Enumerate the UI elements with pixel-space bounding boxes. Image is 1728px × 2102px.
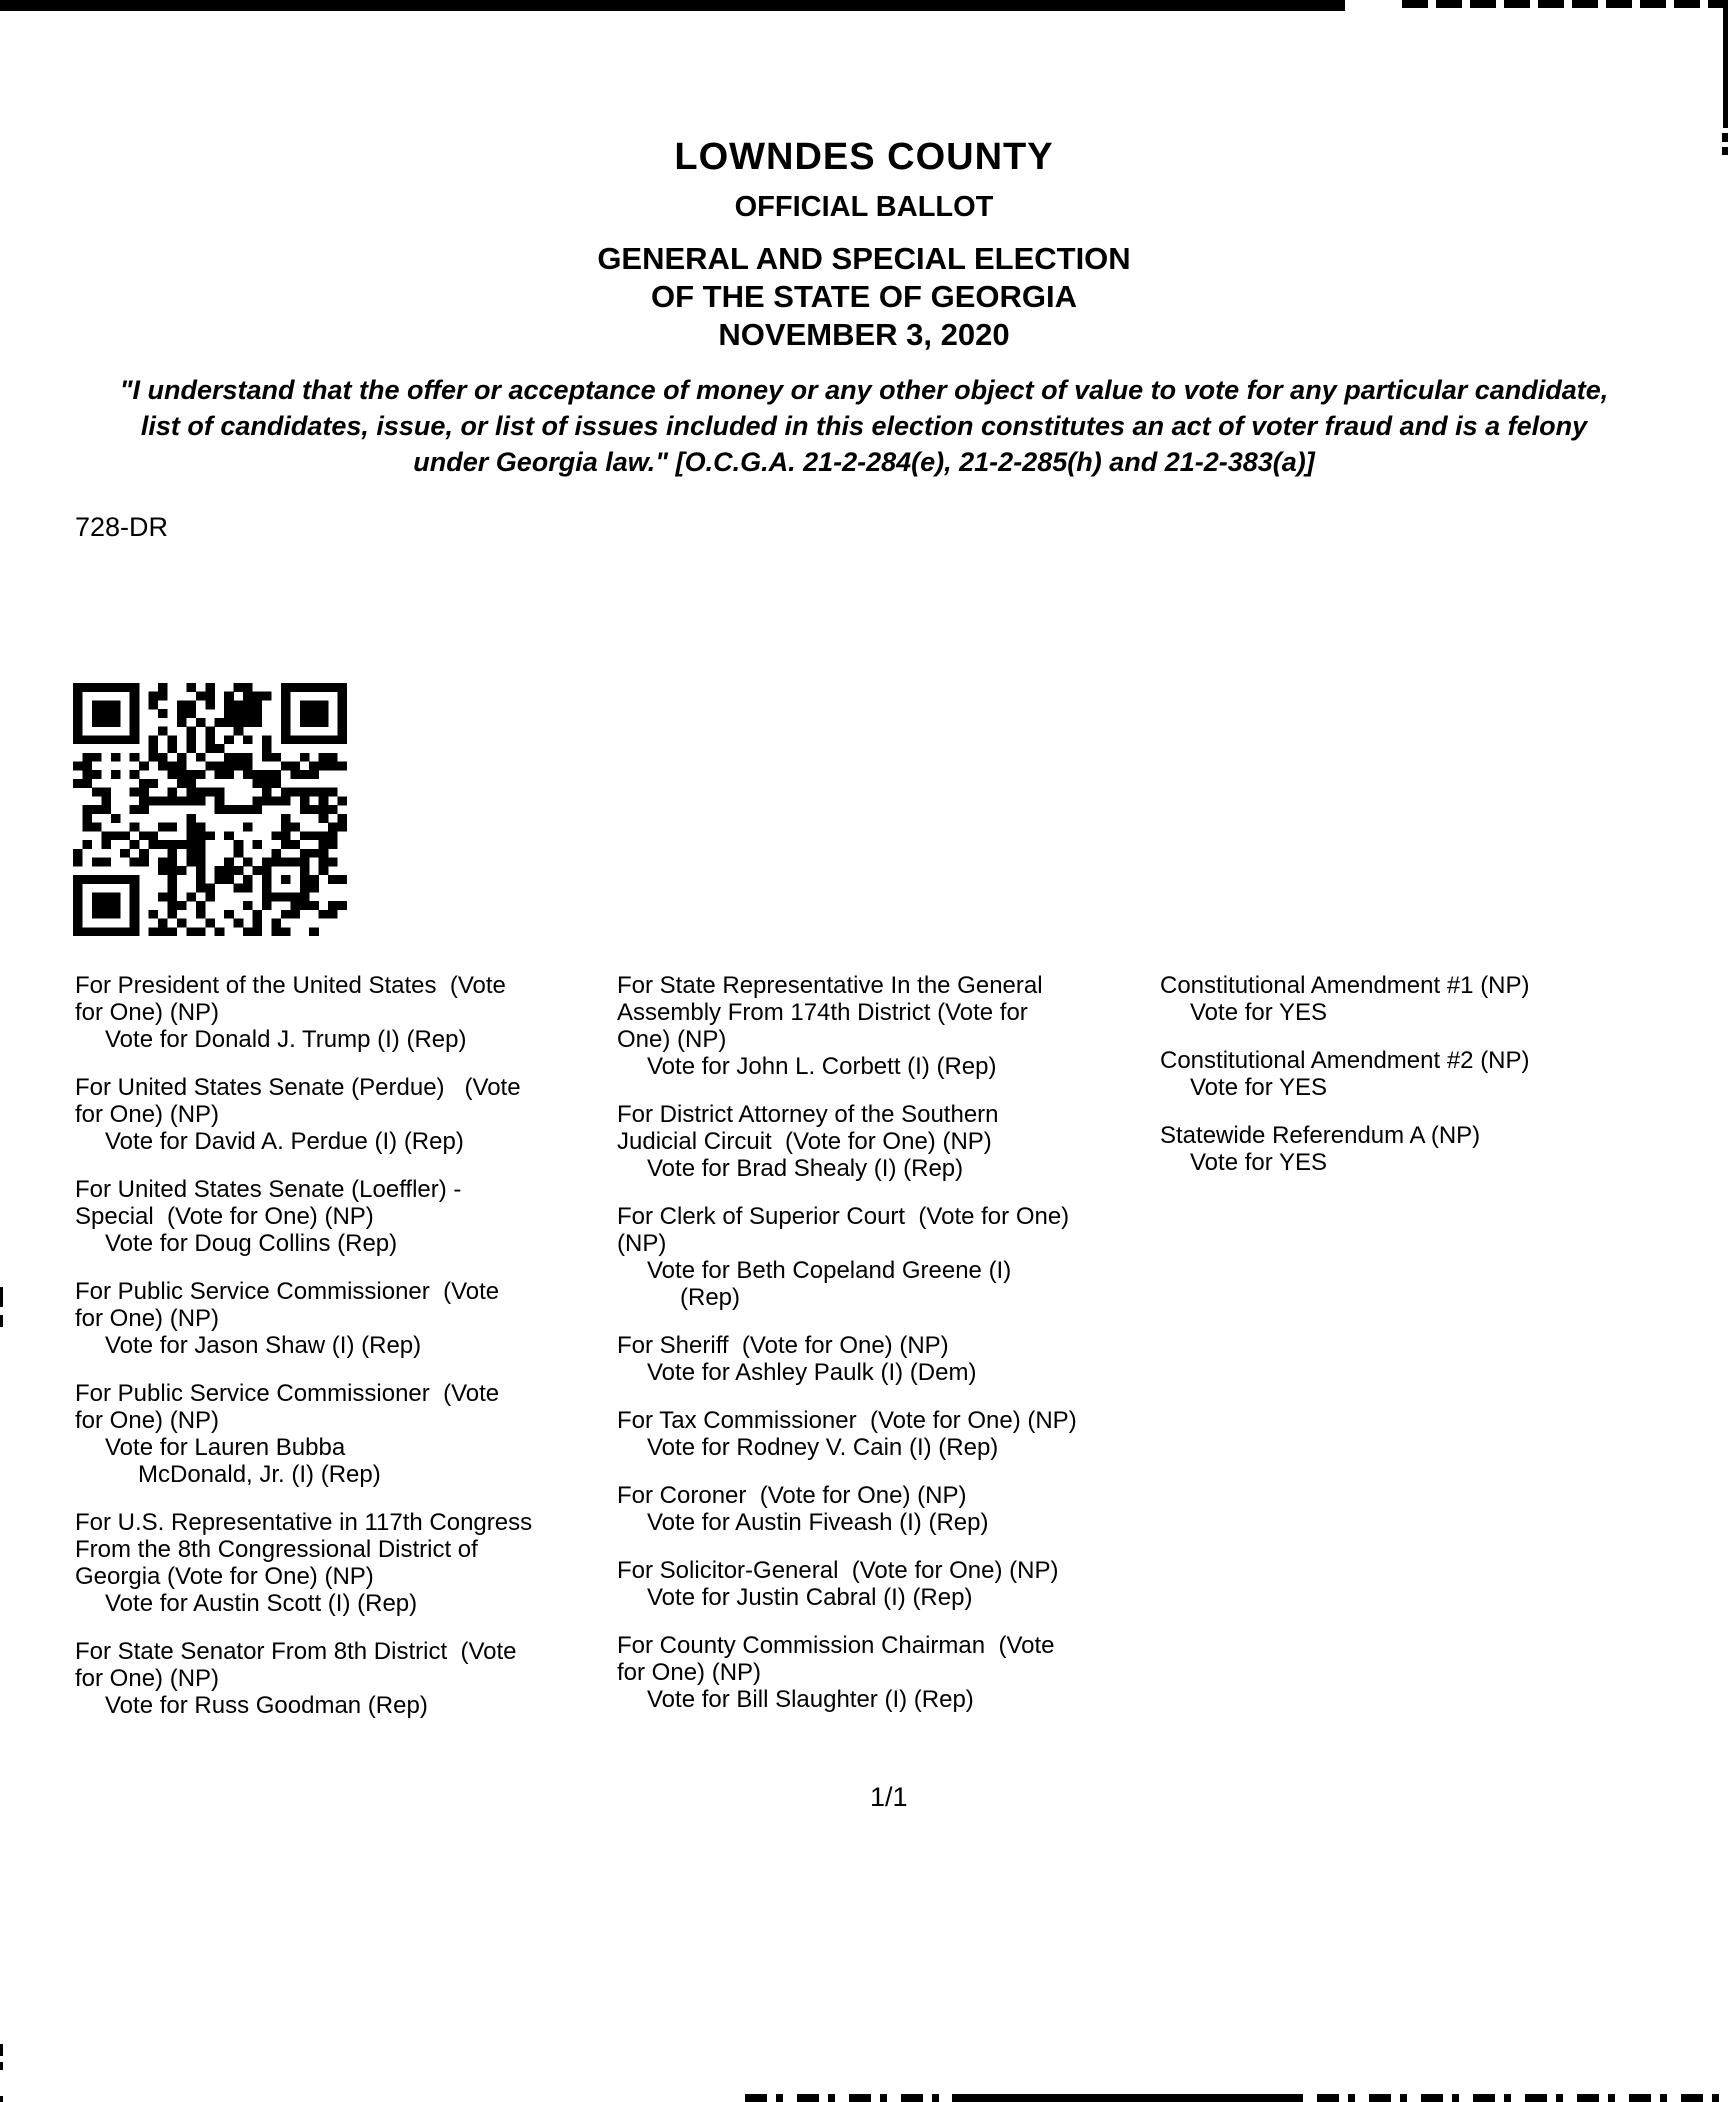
- ballot-column-1: [75, 972, 605, 1740]
- qr-code-icon: [73, 683, 347, 936]
- scan-artifact-left-tick: [0, 1287, 3, 1307]
- office-title-line: For County Commission Chairman (Vote: [617, 1632, 1055, 1659]
- ballot-style-code: 728-DR: [75, 512, 169, 542]
- vote-selection-line: Vote for Austin Scott (I) (Rep): [105, 1590, 418, 1617]
- disclaimer-line: under Georgia law." [O.C.G.A. 21-2-284(e), 21-2-285(h) and 21-2-383(a)]: [413, 447, 1315, 477]
- office-title-line: Judicial Circuit (Vote for One) (NP): [617, 1128, 992, 1155]
- voter-fraud-disclaimer: [0, 372, 1728, 480]
- vote-selection-line: Vote for Doug Collins (Rep): [105, 1230, 398, 1257]
- ballot-column-2: [617, 972, 1122, 1734]
- office-title-line: For Public Service Commissioner (Vote: [75, 1380, 500, 1407]
- contest: [75, 1638, 605, 1719]
- office-title-line: From the 8th Congressional District of: [75, 1536, 478, 1563]
- office-title-line: Georgia (Vote for One) (NP): [75, 1563, 374, 1590]
- office-title-line: For Tax Commissioner (Vote for One) (NP): [617, 1407, 1077, 1434]
- contest: [1160, 1122, 1630, 1176]
- contest: [75, 1509, 605, 1617]
- scan-artifact-top-dashes: [1402, 0, 1728, 8]
- scan-artifact-left-tick: [0, 2044, 3, 2056]
- contest: [617, 1632, 1122, 1713]
- vote-selection-line: Vote for Bill Slaughter (I) (Rep): [647, 1686, 974, 1713]
- office-title-line: Special (Vote for One) (NP): [75, 1203, 374, 1230]
- election-date: NOVEMBER 3, 2020: [718, 317, 1010, 352]
- vote-selection-line: Vote for YES: [1190, 999, 1327, 1026]
- scan-artifact-left-tick: [0, 1315, 3, 1327]
- disclaimer-line: list of candidates, issue, or list of issues included in this election constitutes an act of voter fraud and is a felony: [140, 411, 1588, 441]
- contest: [617, 1557, 1122, 1611]
- disclaimer-line: "I understand that the offer or acceptance of money or any other object of value to vote for any particular candidate,: [119, 375, 1609, 405]
- contest: [617, 1407, 1122, 1461]
- office-title-line: Constitutional Amendment #1 (NP): [1160, 972, 1530, 999]
- contest: [617, 1332, 1122, 1386]
- office-title-line: For Clerk of Superior Court (Vote for One): [617, 1203, 1070, 1230]
- office-title-line: For U.S. Representative in 117th Congress: [75, 1509, 533, 1536]
- vote-selection-line: Vote for Lauren Bubba: [105, 1434, 346, 1461]
- office-title-line: Statewide Referendum A (NP): [1160, 1122, 1481, 1149]
- contest: [617, 1482, 1122, 1536]
- office-title-line: for One) (NP): [75, 999, 220, 1026]
- contest: [1160, 972, 1630, 1026]
- vote-selection-line: Vote for Brad Shealy (I) (Rep): [647, 1155, 964, 1182]
- office-title-line: Constitutional Amendment #2 (NP): [1160, 1047, 1530, 1074]
- election-name-line1: GENERAL AND SPECIAL ELECTION: [597, 241, 1131, 276]
- official-ballot-title: OFFICIAL BALLOT: [734, 191, 994, 223]
- election-name-line2: OF THE STATE OF GEORGIA: [651, 279, 1077, 314]
- scan-artifact-right-line: [1723, 0, 1728, 128]
- vote-selection-line: McDonald, Jr. (I) (Rep): [138, 1461, 381, 1488]
- vote-selection-line: Vote for Russ Goodman (Rep): [105, 1692, 428, 1719]
- office-title-line: for One) (NP): [75, 1407, 220, 1434]
- vote-selection-line: Vote for Justin Cabral (I) (Rep): [647, 1584, 973, 1611]
- office-title-line: For Solicitor-General (Vote for One) (NP): [617, 1557, 1059, 1584]
- contest: [75, 1074, 605, 1155]
- office-title-line: For Public Service Commissioner (Vote: [75, 1278, 500, 1305]
- ballot-column-3: [1160, 972, 1630, 1197]
- office-title-line: For State Senator From 8th District (Vote: [75, 1638, 517, 1665]
- office-title-line: (NP): [617, 1230, 667, 1257]
- vote-selection-line: Vote for Donald J. Trump (I) (Rep): [105, 1026, 467, 1053]
- vote-selection-line: Vote for David A. Perdue (I) (Rep): [105, 1128, 464, 1155]
- scan-artifact-left-tick: [0, 2096, 3, 2102]
- office-title-line: For Sheriff (Vote for One) (NP): [617, 1332, 949, 1359]
- office-title-line: Assembly From 174th District (Vote for: [617, 999, 1028, 1026]
- vote-selection-line: Vote for Rodney V. Cain (I) (Rep): [647, 1434, 999, 1461]
- office-title-line: One) (NP): [617, 1026, 727, 1053]
- office-title-line: For District Attorney of the Southern: [617, 1101, 999, 1128]
- contest: [75, 1380, 605, 1488]
- office-title-line: for One) (NP): [617, 1659, 762, 1686]
- office-title-line: For United States Senate (Loeffler) -: [75, 1176, 462, 1203]
- office-title-line: for One) (NP): [75, 1665, 220, 1692]
- vote-selection-line: Vote for YES: [1190, 1074, 1327, 1101]
- ballot-header: [0, 136, 1728, 354]
- vote-selection-line: Vote for YES: [1190, 1149, 1327, 1176]
- contest: [1160, 1047, 1630, 1101]
- vote-selection-line: Vote for Beth Copeland Greene (I): [647, 1257, 1012, 1284]
- scan-artifact-bottom-solid: [952, 2094, 1297, 2102]
- office-title-line: For United States Senate (Perdue) (Vote: [75, 1074, 521, 1101]
- contest: [617, 972, 1122, 1080]
- county-title: LOWNDES COUNTY: [674, 136, 1054, 178]
- office-title-line: For President of the United States (Vote: [75, 972, 506, 999]
- contest: [617, 1203, 1122, 1311]
- office-title-line: For Coroner (Vote for One) (NP): [617, 1482, 967, 1509]
- contest: [617, 1101, 1122, 1182]
- scan-artifact-top-bar: [0, 0, 1345, 11]
- vote-selection-line: (Rep): [680, 1284, 741, 1311]
- contest: [75, 1278, 605, 1359]
- vote-selection-line: Vote for Ashley Paulk (I) (Dem): [647, 1359, 977, 1386]
- office-title-line: for One) (NP): [75, 1305, 220, 1332]
- contest: [75, 1176, 605, 1257]
- vote-selection-line: Vote for Austin Fiveash (I) (Rep): [647, 1509, 989, 1536]
- contest: [75, 972, 605, 1053]
- office-title-line: For State Representative In the General: [617, 972, 1043, 999]
- office-title-line: for One) (NP): [75, 1101, 220, 1128]
- page-indicator: 1/1: [870, 1782, 908, 1812]
- vote-selection-line: Vote for John L. Corbett (I) (Rep): [647, 1053, 997, 1080]
- scan-artifact-left-tick: [0, 2062, 3, 2070]
- vote-selection-line: Vote for Jason Shaw (I) (Rep): [105, 1332, 422, 1359]
